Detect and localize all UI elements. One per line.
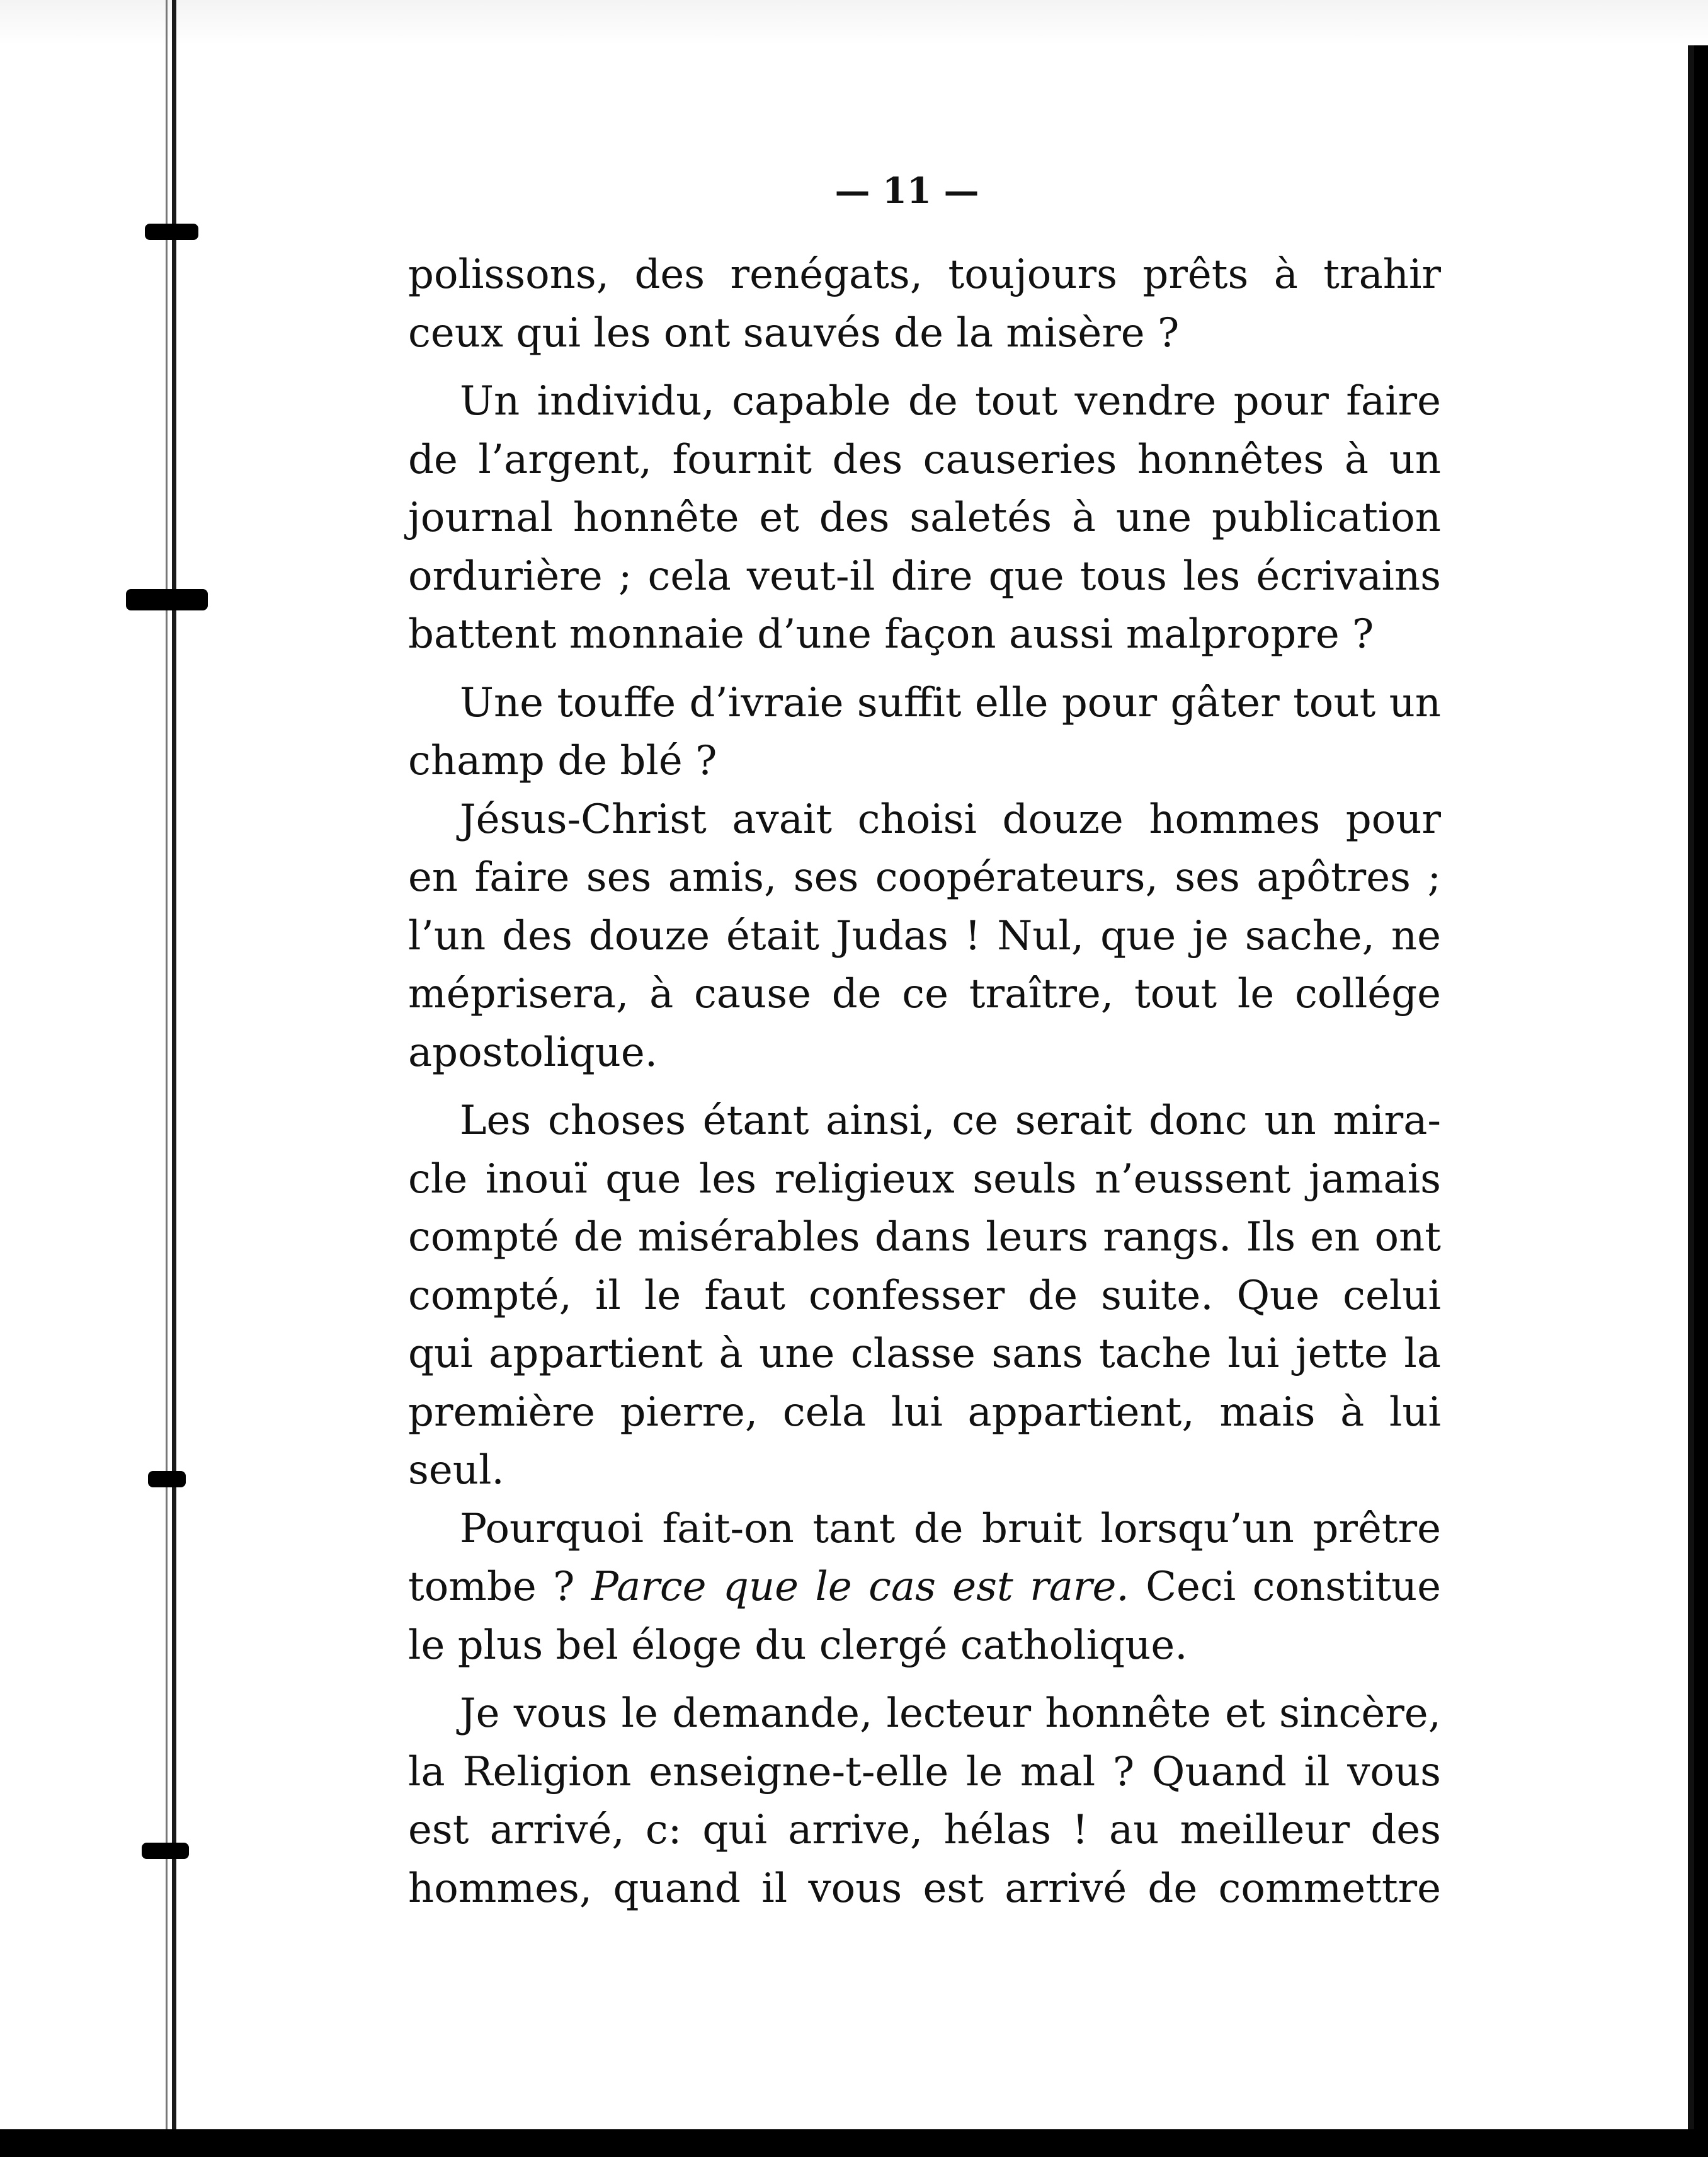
spine-edge-line (166, 0, 168, 2129)
text-line: de l’argent, fournit des causeries honnêtes à un (408, 436, 1441, 483)
text-line: l’un des douze était Judas ! Nul, que je sache, ne (408, 912, 1441, 959)
text-line: la Religion enseigne-t-elle le mal ? Quand il vous (408, 1748, 1441, 1795)
text-line: première pierre, cela lui appartient, mais à lui (408, 1388, 1441, 1436)
text-line: cle inouï que les religieux seuls n’eussent jamais (408, 1155, 1441, 1203)
binding-stitch (145, 224, 198, 240)
paragraph (408, 674, 1441, 791)
text-line: ceux qui les ont sauvés de la misère ? (408, 309, 1180, 357)
text-line: journal honnête et des saletés à une publication (408, 495, 1441, 541)
text-line: en faire ses amis, ses coopérateurs, ses apôtres ; (408, 854, 1441, 901)
text-line: méprisera, à cause de ce traître, tout le collége (408, 971, 1441, 1017)
paragraph (408, 1500, 1441, 1675)
text-line: seul. (408, 1447, 504, 1494)
spine-line (172, 0, 176, 2129)
text-line: qui appartient à une classe sans tache lui jette la (408, 1330, 1441, 1377)
paragraph (408, 791, 1441, 1082)
text-run: tombe ? (408, 1564, 575, 1610)
text-line: apostolique. (408, 1029, 658, 1076)
binding-stitch (142, 1843, 189, 1859)
text-line: polissons, des renégats, toujours prêts à trahir (408, 251, 1441, 298)
text-line: Pourquoi fait-on tant de bruit lorsqu’un prêtre (460, 1505, 1441, 1552)
text-line: ordurière ; cela veut-il dire que tous les écrivains (408, 552, 1441, 600)
book-spine-binding (161, 0, 186, 2129)
body-text (408, 246, 1441, 1918)
italic-text-run: Parce que le cas est rare. (591, 1564, 1129, 1610)
page-top-edge (0, 0, 1708, 45)
text-line: Une touffe d’ivraie suffit elle pour gâter tout un (460, 679, 1441, 726)
paragraph (408, 1092, 1441, 1500)
paragraph (408, 246, 1441, 362)
binding-stitch (126, 589, 208, 610)
text-line: compté de misérables dans leurs rangs. Ils en ont (408, 1214, 1441, 1261)
text-line: hommes, quand il vous est arrivé de commettre (408, 1865, 1441, 1912)
text-line: Les choses étant ainsi, ce serait donc un mira- (460, 1097, 1441, 1144)
paragraph (408, 372, 1441, 664)
text-line: compté, il le faut confesser de suite. Que celui (408, 1272, 1441, 1319)
page-number: — 11 — (834, 170, 979, 212)
text-line: champ de blé ? (408, 738, 717, 784)
text-line-mixed (408, 1558, 1441, 1616)
paragraph (408, 1685, 1441, 1918)
text-line: battent monnaie d’une façon aussi malpropre ? (408, 611, 1374, 658)
scan-border (0, 2129, 1708, 2157)
text-line: Je vous le demande, lecteur honnête et sincère, (460, 1690, 1441, 1737)
binding-stitch (148, 1471, 186, 1487)
text-line: Un individu, capable de tout vendre pour faire (460, 378, 1441, 425)
text-line: le plus bel éloge du clergé catholique. (408, 1622, 1188, 1669)
text-line: est arrivé, c: qui arrive, hélas ! au meilleur des (408, 1807, 1441, 1853)
text-line: Jésus-Christ avait choisi douze hommes pour (460, 796, 1441, 843)
text-run: Ceci constitue (1146, 1564, 1442, 1610)
